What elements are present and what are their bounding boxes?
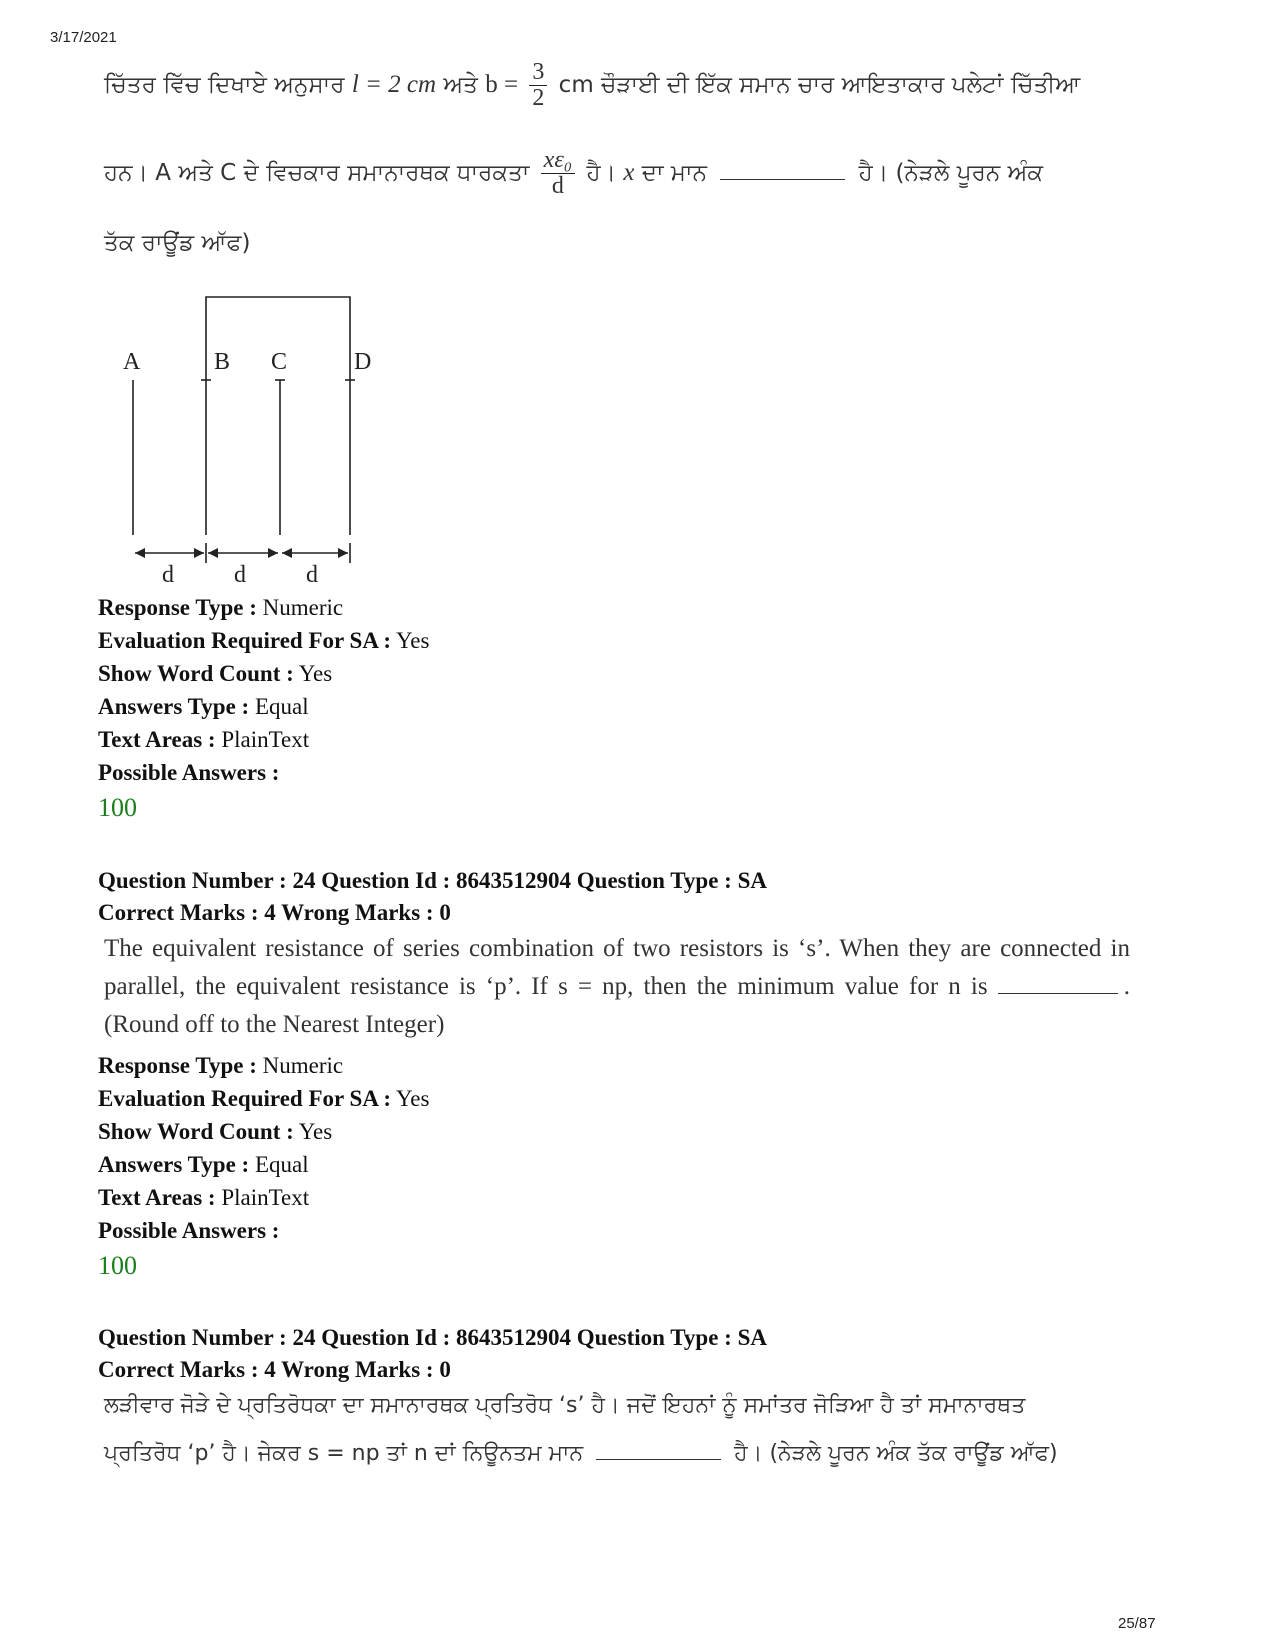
q23-ate: ਅਤੇ [443, 72, 478, 99]
gap-label-1: d [162, 562, 174, 588]
q23-line3: ਤੱਕ ਰਾਊਂਡ ਆੱਫ) [104, 230, 251, 256]
q23-line1-text-a: ਚਿੱਤਰ ਵਿੱਚ ਦਿਖਾਏ ਅਨੁਸਾਰ [104, 72, 345, 99]
marks-info: Correct Marks : 4 Wrong Marks : 0 [98, 900, 451, 925]
cap-numerator: xε₀ [541, 148, 575, 174]
word-count-row: Show Word Count : Yes [98, 1119, 333, 1144]
gap-label-3: d [306, 562, 318, 588]
q23-line2-text-a: ਹਨ। A ਅਤੇ C ਦੇ ਵਿਚਕਾਰ ਸਮਾਨਾਰਥਕ ਧਾਰਕਤਾ [104, 160, 530, 187]
q24-en-text-1: The equivalent resistance of series combination of two resistors is ‘s’. When they are connected in parallel, the equivalent resistance is ‘p’. If s = np, then the minimum value for n is [104, 935, 1130, 1000]
q24-pa-line2-text-a: ਪ੍ਰਤਿਰੋਧ ‘p’ ਹੈ। ਜੇਕਰ s = np ਤਾਂ n ਦਾਂ ਨਿਊਨਤਮ ਮਾਨ [104, 1441, 584, 1466]
q23-line1-text-b: cm ਚੌੜਾਈ ਦੀ ਇੱਕ ਸਮਾਨ ਚਾਰ ਆਇਤਾਕਾਰ ਪਲੇਟਾਂ ਚਿੱਤੀਆ [558, 72, 1081, 99]
possible-answers-row: Possible Answers : [98, 760, 280, 785]
possible-answer-value: 100 [98, 1251, 137, 1280]
print-date: 3/17/2021 [50, 29, 117, 46]
label-b: B [214, 349, 231, 375]
q24-english-text [104, 930, 1130, 1044]
q24-en-text-2: . (Round off to the Nearest Integer) [104, 973, 1131, 1038]
l-expression: l = 2 cm [351, 71, 437, 99]
marks-info: Correct Marks : 4 Wrong Marks : 0 [98, 1357, 451, 1382]
answer-blank [720, 178, 845, 180]
question-info: Question Number : 24 Question Id : 8643512904 Question Type : SA [98, 868, 767, 893]
q24-pa-line1: ਲੜੀਵਾਰ ਜੋੜੇ ਦੇ ਪ੍ਰਤਿਰੋਧਕਾ ਦਾ ਸਮਾਨਾਰਥਕ ਪ੍ਰਤਿਰੋਧ ‘s’ ਹੈ। ਜਦੋਂ ਇਹਨਾਂ ਨੂੰ ਸਮਾਂਤਰ ਜੋੜਿਆ ਹੈ ਤਾਂ ਸਮਾਨਾਰਥਤ [104, 1393, 1026, 1418]
q23-line2-text-d: ਹੈ। (ਨੇੜਲੇ ਪੂਰਨ ਅੰਕ [858, 160, 1044, 187]
response-type-row: Response Type : Numeric [98, 595, 344, 620]
capacitance-fraction [541, 148, 575, 199]
x-variable: x [623, 159, 635, 187]
possible-answers-row: Possible Answers : [98, 1218, 280, 1243]
q23-line2-text-c: ਦਾ ਮਾਨ [641, 160, 707, 187]
word-count-row: Show Word Count : Yes [98, 661, 333, 686]
answers-type-row: Answers Type : Equal [98, 694, 309, 719]
evaluation-row: Evaluation Required For SA : Yes [98, 1086, 430, 1111]
q24-pa-line2-text-b: ਹੈ। (ਨੇੜਲੇ ਪੂਰਨ ਅੰਕ ਤੱਕ ਰਾਊਂਡ ਆੱਫ) [734, 1441, 1058, 1466]
response-type-row: Response Type : Numeric [98, 1053, 344, 1078]
q23-line1 [104, 60, 1144, 111]
evaluation-row: Evaluation Required For SA : Yes [98, 628, 430, 653]
b-numerator: 3 [529, 60, 547, 86]
label-c: C [271, 349, 288, 375]
question-info: Question Number : 24 Question Id : 8643512904 Question Type : SA [98, 1325, 767, 1350]
meta-block-2 [98, 1049, 429, 1282]
answer-blank [596, 1458, 721, 1460]
q24-pa-header [98, 1322, 767, 1386]
cap-denominator: d [551, 173, 564, 200]
text-areas-row: Text Areas : PlainText [98, 727, 310, 752]
b-label: b = [485, 71, 519, 99]
answer-blank [998, 992, 1118, 994]
answers-type-row: Answers Type : Equal [98, 1152, 309, 1177]
page-number: 25/87 [1118, 1615, 1156, 1632]
label-d: D [354, 349, 372, 375]
q24-pa-line2 [104, 1441, 1058, 1466]
possible-answer-value: 100 [98, 793, 137, 822]
capacitor-plates-diagram [110, 285, 400, 590]
text-areas-row: Text Areas : PlainText [98, 1185, 310, 1210]
gap-label-2: d [234, 562, 246, 588]
q23-line2 [104, 148, 1144, 199]
b-fraction [529, 60, 547, 111]
q23-line2-text-b: ਹੈ। [586, 160, 617, 187]
meta-block-1 [98, 591, 429, 824]
label-a: A [123, 349, 141, 375]
b-denominator: 2 [532, 85, 545, 112]
q24-en-header [98, 865, 767, 929]
